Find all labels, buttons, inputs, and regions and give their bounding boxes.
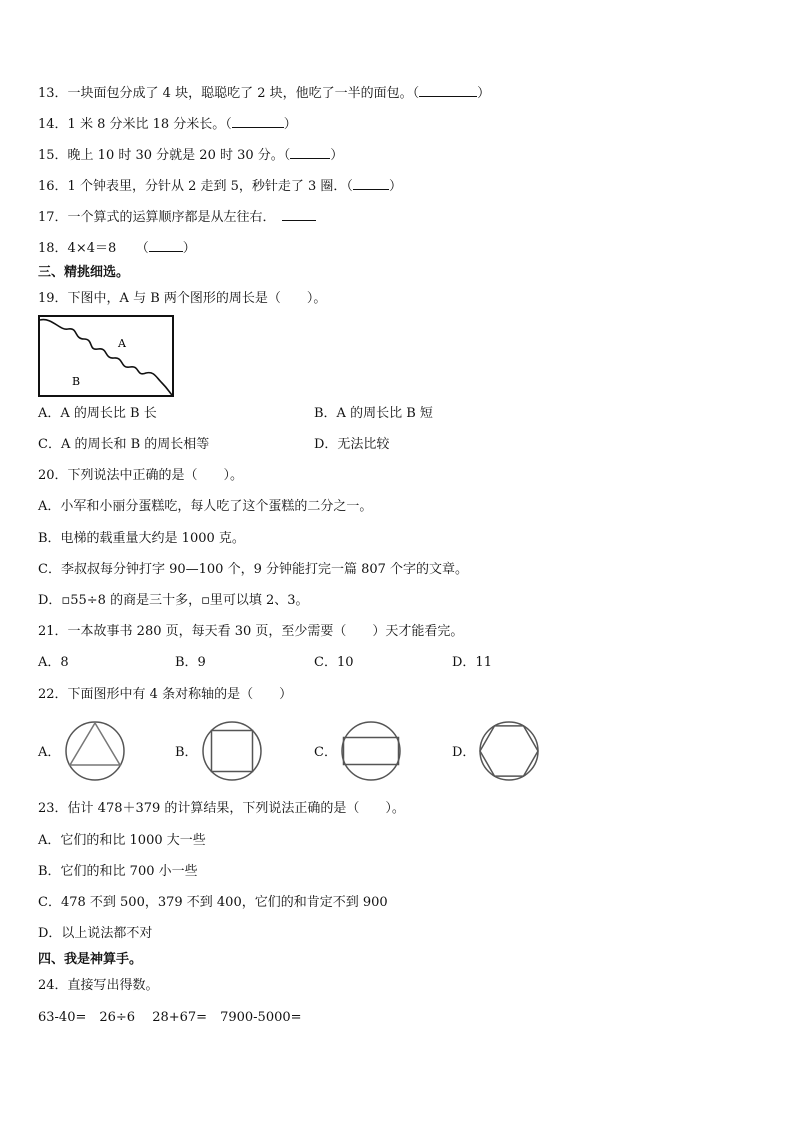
question-number: 17．	[38, 210, 68, 225]
close-paren: ）	[283, 117, 297, 132]
close-paren: ）	[330, 148, 344, 163]
q21-option-b[interactable]: B．9	[175, 655, 206, 670]
circle-triangle-figure[interactable]	[64, 720, 126, 782]
close-paren: ）	[388, 179, 402, 194]
question-text: 一块面包分成了 4 块，聪聪吃了 2 块，他吃了一半的面包。（	[67, 86, 420, 101]
question-21-stem: 21．一本故事书 280 页，每天看 30 页，至少需要（ ）天才能看完。	[38, 624, 464, 639]
question-23-stem: 23．估计 478＋379 的计算结果，下列说法正确的是（ ）。	[38, 801, 405, 816]
question-18	[38, 239, 196, 257]
circle-shape	[66, 722, 124, 780]
answer-blank[interactable]	[419, 84, 477, 97]
q21-option-d[interactable]: D．11	[452, 655, 492, 670]
question-number: 18．	[38, 241, 68, 256]
answer-blank[interactable]	[353, 177, 389, 190]
question-19-stem: 19．下图中，A 与 B 两个图形的周长是（ ）。	[38, 291, 327, 306]
q23-option-c[interactable]: C．478 不到 500，379 不到 400，它们的和肯定不到 900	[38, 895, 388, 910]
question-text: 一个算式的运算顺序都是从左往右．	[67, 210, 276, 225]
section-heading-3: 三、精挑细选。	[38, 265, 130, 280]
question-text: 1 个钟表里，分针从 2 走到 5，秒针走了 3 圈．（	[67, 179, 353, 194]
q20-option-a[interactable]: A．小军和小丽分蛋糕吃，每人吃了这个蛋糕的二分之一。	[38, 499, 373, 514]
question-16	[38, 177, 402, 195]
question-number: 16．	[38, 179, 68, 194]
question-text: 1 米 8 分米比 18 分米长。（	[67, 117, 232, 132]
rectangle-shape	[344, 738, 399, 765]
question-15	[38, 146, 343, 164]
q19-option-c[interactable]: C．A 的周长和 B 的周长相等	[38, 437, 210, 452]
answer-blank[interactable]	[232, 115, 284, 128]
q22-option-c-label[interactable]: C．	[314, 745, 337, 760]
question-number: 15．	[38, 148, 68, 163]
circle-square-figure[interactable]	[201, 720, 263, 782]
triangle-shape	[70, 723, 120, 765]
q23-option-d[interactable]: D．以上说法都不对	[38, 926, 153, 941]
q19-option-d[interactable]: D．无法比较	[314, 437, 390, 452]
circle-shape	[342, 722, 400, 780]
question-14	[38, 115, 297, 133]
q20-option-b[interactable]: B．电梯的载重量大约是 1000 克。	[38, 531, 245, 546]
q21-option-c[interactable]: C．10	[314, 655, 354, 670]
square-shape	[212, 731, 253, 772]
q19-option-a[interactable]: A．A 的周长比 B 长	[38, 406, 157, 421]
question-24-stem: 24．直接写出得数。	[38, 978, 159, 993]
q20-option-c[interactable]: C．李叔叔每分钟打字 90—100 个，9 分钟能打完一篇 807 个字的文章。	[38, 562, 469, 577]
question-17	[38, 208, 316, 226]
question-20-stem: 20．下列说法中正确的是（ ）。	[38, 468, 244, 483]
question-22-stem: 22．下面图形中有 4 条对称轴的是（ ）	[38, 687, 293, 702]
question-number: 14．	[38, 117, 68, 132]
circle-shape	[480, 722, 538, 780]
circle-hexagon-figure[interactable]	[478, 720, 540, 782]
answer-blank[interactable]	[149, 239, 183, 252]
q21-option-a[interactable]: A．8	[38, 655, 69, 670]
q19-figure	[38, 315, 174, 397]
question-13	[38, 84, 490, 102]
close-paren: ）	[182, 241, 196, 256]
q22-option-d-label[interactable]: D．	[452, 745, 476, 760]
q22-option-b-label[interactable]: B．	[175, 745, 198, 760]
q22-option-a-label[interactable]: A．	[38, 745, 61, 760]
q20-option-d[interactable]: D．▫55÷8 的商是三十多，▫里可以填 2、3。	[38, 593, 309, 608]
circle-rectangle-figure[interactable]	[340, 720, 402, 782]
q24-expressions: 63-40= 26÷6 28+67= 7900-5000=	[38, 1010, 302, 1025]
q23-option-a[interactable]: A．它们的和比 1000 大一些	[38, 833, 206, 848]
label-a: A	[118, 337, 126, 350]
label-b: B	[72, 375, 81, 388]
question-number: 13．	[38, 86, 68, 101]
answer-blank[interactable]	[290, 146, 330, 159]
figure-rectangle	[39, 316, 173, 396]
question-text: 4×4＝8 （	[67, 241, 149, 256]
q19-option-b[interactable]: B．A 的周长比 B 短	[314, 406, 433, 421]
question-text: 晚上 10 时 30 分就是 20 时 30 分。（	[67, 148, 291, 163]
q23-option-b[interactable]: B．它们的和比 700 小一些	[38, 864, 198, 879]
section-heading-4: 四、我是神算手。	[38, 952, 143, 967]
wavy-divider	[40, 320, 172, 395]
hexagon-shape	[480, 726, 538, 776]
close-paren: ）	[477, 86, 491, 101]
answer-blank[interactable]	[282, 208, 316, 221]
